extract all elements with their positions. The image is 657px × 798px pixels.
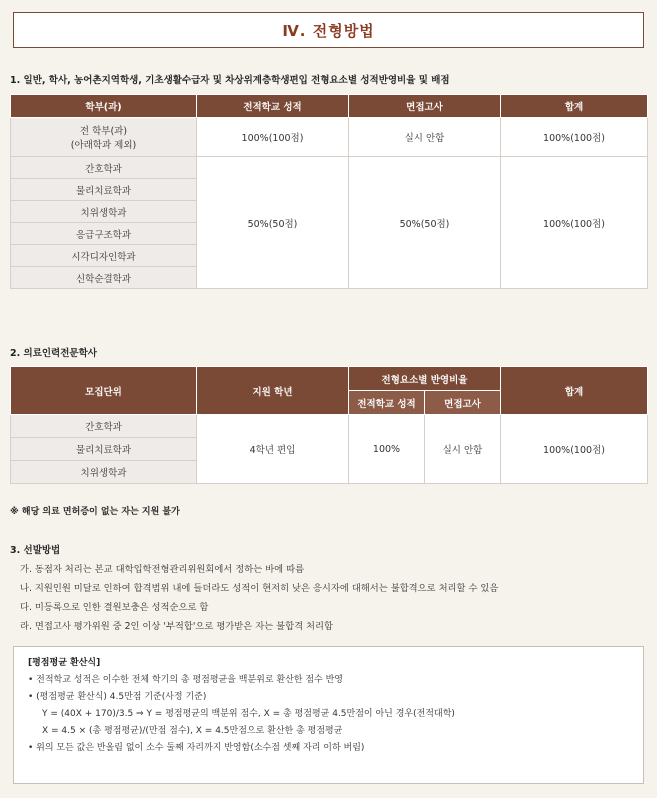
header-grade: 지원 학년 [197, 367, 349, 415]
dept-all-line2: (아래학과 제외) [70, 140, 137, 151]
header-school: 전적학교 성적 [349, 391, 425, 415]
header-school: 전적학교 성적 [197, 95, 349, 118]
dept-cell: 치위생학과 [11, 461, 197, 484]
formula-title: [평점평균 환산식] [28, 658, 101, 668]
list-item: 나. 지원인원 미달로 인하여 합격범위 내에 들더라도 성적이 현저히 낮은 응시자에 대해서는 불합격으로 처리할 수 있음 [20, 583, 499, 594]
header-interview: 면접고사 [349, 95, 501, 118]
header-ratio: 전형요소별 반영비율 [349, 367, 501, 391]
section2-header-row [11, 367, 648, 391]
table-row [11, 157, 648, 179]
total-cell: 100%(100점) [501, 118, 648, 157]
interview-cell: 실시 안함 [349, 118, 501, 157]
dept-cell: 간호학과 [11, 415, 197, 438]
section2-table [10, 366, 648, 484]
list-item: 다. 미등록으로 인한 결원보충은 성적순으로 함 [20, 602, 209, 613]
license-note: ※ 해당 의료 면허증이 없는 자는 지원 불가 [10, 507, 180, 517]
formula-line: • 전적학교 성적은 이수한 전체 학기의 총 평점평균을 백분위로 환산한 점수 반영 [28, 675, 343, 685]
dept-cell: 물리치료학과 [11, 438, 197, 461]
section2-title: 2. 의료인력전문학사 [10, 348, 97, 359]
list-item: 가. 동점자 처리는 본교 대학입학전형관리위원회에서 정하는 바에 따름 [20, 564, 305, 575]
selection-method-list [20, 560, 498, 636]
dept-cell: 신학순결학과 [11, 267, 197, 289]
formula-line: • (평점평균 환산식) 4.5만점 기준(사정 기준) [28, 692, 207, 702]
page-title-box [13, 12, 644, 48]
dept-cell-all [11, 118, 197, 157]
group-school-cell: 50%(50점) [197, 157, 349, 289]
section1-table [10, 94, 648, 289]
gpa-formula-box [13, 646, 644, 784]
header-interview: 면접고사 [425, 391, 501, 415]
header-total: 합계 [501, 95, 648, 118]
list-item: 라. 면접고사 평가위원 중 2인 이상 '부적합'으로 평가받은 자는 불합격 처리함 [20, 621, 333, 632]
dept-cell: 간호학과 [11, 157, 197, 179]
section3-title: 3. 선발방법 [10, 545, 61, 556]
header-total: 합계 [501, 367, 648, 415]
total-cell: 100%(100점) [501, 415, 648, 484]
interview-cell: 실시 안함 [425, 415, 501, 484]
dept-cell: 치위생학과 [11, 201, 197, 223]
header-dept: 학부(과) [11, 95, 197, 118]
group-total-cell: 100%(100점) [501, 157, 648, 289]
dept-cell: 물리치료학과 [11, 179, 197, 201]
formula-line: • 위의 모든 값은 반올림 없이 소수 둘째 자리까지 반영함(소수점 셋째 자리 이하 버림) [28, 743, 365, 753]
section1-header-row [11, 95, 648, 118]
table-row [11, 415, 648, 438]
dept-cell: 응급구조학과 [11, 223, 197, 245]
group-interview-cell: 50%(50점) [349, 157, 501, 289]
school-cell: 100% [349, 415, 425, 484]
dept-cell: 시각디자인학과 [11, 245, 197, 267]
header-unit: 모집단위 [11, 367, 197, 415]
dept-all-line1: 전 학부(과) [79, 126, 128, 137]
school-cell: 100%(100점) [197, 118, 349, 157]
page-title: Ⅳ. 전형방법 [282, 21, 375, 40]
formula-line: X = 4.5 × (총 평점평균)/(만점 점수), X = 4.5만점으로 환산한 총 평점평균 [42, 726, 343, 736]
section1-title: 1. 일반, 학사, 농어촌지역학생, 기초생활수급자 및 차상위계층학생편입 전형요소별 성적반영비율 및 배점 [10, 75, 450, 86]
formula-line: Y = (40X + 170)/3.5 ⇒ Y = 평점평균의 백분위 점수, X = 총 평점평균 4.5만점이 아닌 경우(전적대학) [42, 709, 455, 719]
grade-cell: 4학년 편입 [197, 415, 349, 484]
table-row [11, 118, 648, 157]
